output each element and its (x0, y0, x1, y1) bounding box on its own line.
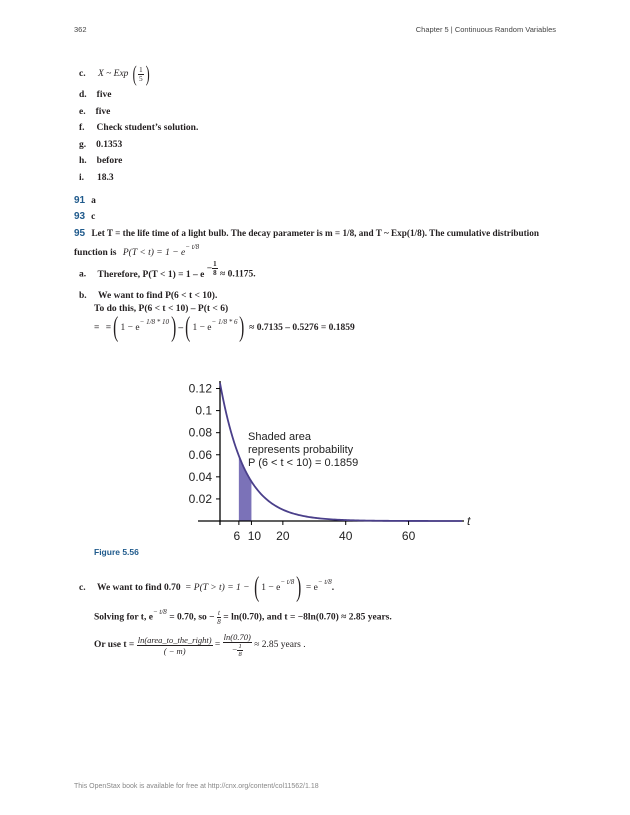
exponential-chart (170, 372, 480, 544)
y-tick-label: 0.12 (188, 381, 212, 396)
answer-95-line2: function is $P(T < t) = 1 - e^{- t/8}$ (74, 243, 200, 258)
chapter-title: Chapter 5 | Continuous Random Variables (415, 25, 556, 34)
annotation-line-3: P (6 < t < 10) = 0.1859 (248, 457, 359, 469)
part-c: c. We want to find 0.70 = P(T > t) = 1 − ( $1 - e^{- t/8}) = e^{- t/8}$. (79, 572, 335, 603)
list-item-e: e. five (79, 107, 111, 117)
x-tick-label: 6 (233, 529, 241, 543)
y-tick-label: 0.02 (188, 491, 212, 506)
list-item-d: d. five (79, 90, 112, 100)
page-number: 362 (74, 25, 87, 34)
part-b-line3: = =( $1 - e^{- 1/8 * 10}$) –( $1 - e^{- 1/8 * 6}) \approx 0.7135 - 0.5276 = 0.1859$ (94, 312, 355, 343)
list-item-h: h. before (79, 156, 123, 166)
y-tick-label: 0.1 (195, 403, 212, 418)
annotation-line-2: represents probability (248, 444, 354, 456)
x-tick-label: 20 (276, 529, 290, 543)
x-tick-label: 60 (401, 529, 416, 543)
y-tick-label: 0.04 (188, 469, 212, 484)
x-tick-label: 10 (247, 529, 262, 543)
list-text: X ~ Exp (97, 69, 129, 80)
list-item-g: g. 0.1353 (79, 140, 123, 150)
part-b-line2: To do this, P(6 < t < 10) – P(t < 6) (94, 304, 229, 314)
answer-93: 93 c (74, 211, 96, 222)
annotation-line-1: Shaded area (248, 431, 311, 443)
answer-91: 91 a (74, 195, 96, 206)
list-item-c: c. X ~ Exp ( $\frac{1}{5}$ ) (79, 61, 150, 86)
list-item-f: f. Check student’s solution. (79, 123, 199, 133)
answer-95: 95 Let T = the life time of a light bulb. The decay parameter is m = 1/8, and T ~ Exp(1/8). The cumulative distribution (74, 228, 539, 239)
part-c-line3: Or use t = $\frac{\text{ln(area\_to\_the\_right)}}{( - m)}$ = ln(0.70) − $\frac{1}{8}$ ≈ 2.85 years . (94, 632, 306, 658)
list-label: c. (79, 69, 86, 80)
y-tick-label: 0.06 (188, 447, 212, 462)
fraction: $\frac{1}{5}$ (139, 65, 143, 83)
footer-note: This OpenStax book is available for free at http://cnx.org/content/col11562/1.18 (74, 783, 319, 790)
part-c-line2: Solving for t, $e^{- t/8} = 0.70$, so − $\frac{t}{8}$ = ln(0.70), and t = −8ln(0.70) ≈ 2.85 years. (94, 607, 392, 626)
figure-caption: Figure 5.56 (94, 547, 139, 557)
list-item-i: i. 18.3 (79, 173, 114, 183)
x-tick-label: 40 (339, 529, 353, 543)
part-b: b. We want to find P(6 < t < 10). (79, 291, 218, 301)
part-a: a. Therefore, P(T < 1) = 1 – e − $\frac{1}{8}$ ≈ 0.1175. (79, 260, 256, 280)
y-tick-label: 0.08 (188, 425, 212, 440)
x-axis-label: t (467, 514, 471, 528)
